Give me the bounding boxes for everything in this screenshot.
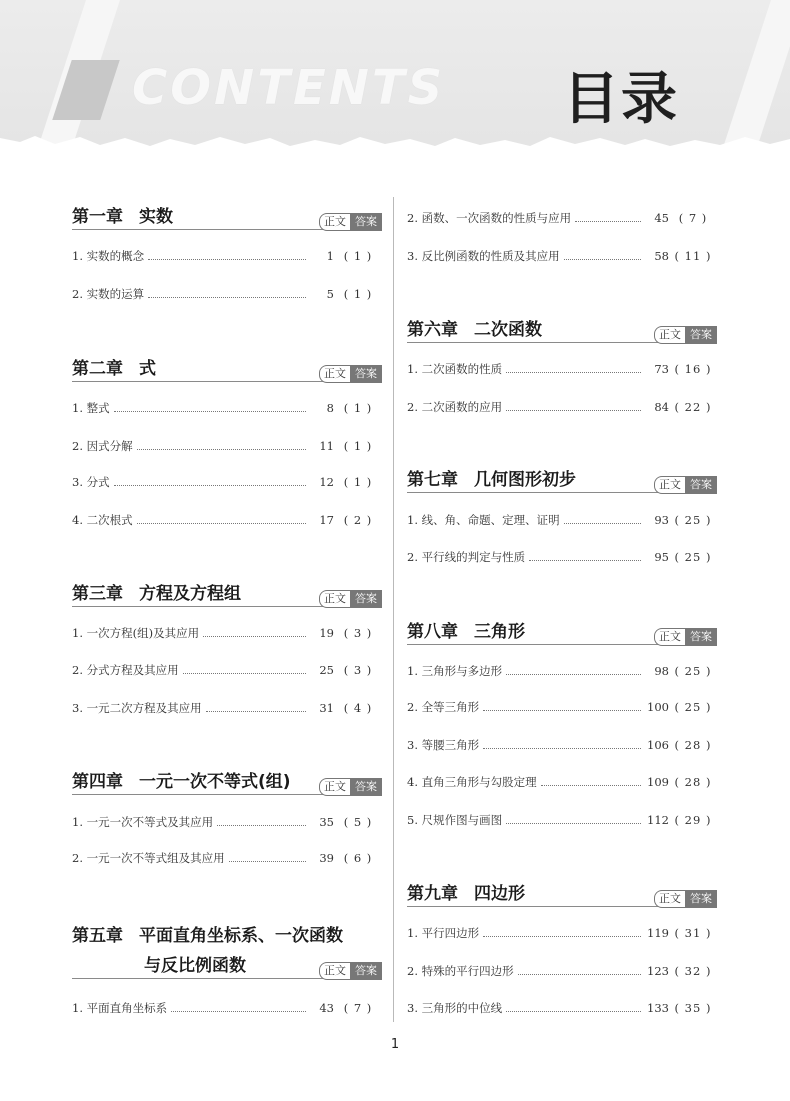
entry-label: 3. 三角形的中位线 (407, 1001, 503, 1015)
entry-answer-page: ( 25 ) (674, 513, 712, 527)
toc-entry[interactable] (407, 397, 717, 417)
dot-leader (564, 523, 641, 524)
entry-label: 2. 全等三角形 (407, 700, 480, 714)
entry-page: 109 (647, 775, 669, 789)
toc-entry[interactable] (407, 661, 717, 681)
chapter-tags (654, 628, 717, 646)
toc-entry[interactable] (72, 660, 382, 680)
answer-tag: 答案 (685, 628, 717, 646)
entry-page: 5 (326, 287, 334, 301)
entry-label: 3. 分式 (72, 475, 110, 489)
entry-page: 11 (319, 439, 334, 453)
entry-label: 2. 实数的运算 (72, 287, 145, 301)
entry-label: 2. 因式分解 (72, 439, 133, 453)
dot-leader (483, 936, 641, 937)
chapter-tags (654, 890, 717, 908)
dot-leader (148, 297, 306, 298)
entry-page: 93 (654, 513, 669, 527)
answer-tag: 答案 (685, 476, 717, 494)
entry-answer-page: ( 5 ) (343, 815, 373, 829)
entry-answer-page: ( 3 ) (343, 663, 373, 677)
entry-answer-page: ( 32 ) (674, 964, 712, 978)
toc-entry[interactable] (72, 510, 382, 530)
answer-tag: 答案 (685, 890, 717, 908)
entry-answer-page: ( 2 ) (343, 513, 373, 527)
entry-label: 2. 特殊的平行四边形 (407, 964, 514, 978)
text-tag: 正文 (654, 476, 685, 494)
chapter-name: 实数 (139, 207, 173, 227)
answer-tag: 答案 (350, 962, 382, 980)
chapter-name: 四边形 (474, 884, 525, 904)
chapter-name-line2: 与反比例函数 (144, 956, 246, 976)
entry-page: 31 (319, 701, 334, 715)
entry-page: 39 (319, 851, 334, 865)
chapter-header (407, 882, 717, 906)
entry-label: 1. 平行四边形 (407, 926, 480, 940)
entry-answer-page: ( 6 ) (343, 851, 373, 865)
entry-page: 17 (319, 513, 334, 527)
toc-entry[interactable] (72, 848, 382, 868)
dot-leader (575, 221, 641, 222)
entry-label: 2. 平行线的判定与性质 (407, 550, 526, 564)
text-tag: 正文 (654, 890, 685, 908)
entry-label: 4. 直角三角形与勾股定理 (407, 775, 537, 789)
dot-leader (506, 674, 641, 675)
contents-word: CONTENTS (132, 60, 446, 116)
chapter-name: 方程及方程组 (139, 584, 241, 604)
entry-page: 73 (654, 362, 669, 376)
entry-label: 1. 线、角、命题、定理、证明 (407, 513, 560, 527)
entry-answer-page: ( 1 ) (343, 475, 373, 489)
chapter-header (407, 318, 717, 342)
entry-answer-page: ( 7 ) (343, 1001, 373, 1015)
entry-page: 95 (654, 550, 669, 564)
chapter-name: 二次函数 (474, 320, 542, 340)
chapter-header (72, 205, 382, 229)
chapter-name: 一元一次不等式(组) (139, 772, 291, 792)
text-tag: 正文 (319, 962, 350, 980)
chapter-header (407, 468, 717, 492)
toc-entry[interactable] (72, 246, 382, 266)
toc-entry[interactable] (407, 961, 717, 981)
chapter-name: 式 (139, 359, 156, 379)
text-tag: 正文 (654, 326, 685, 344)
column-divider (393, 197, 394, 1022)
chapter-header (72, 924, 382, 978)
entry-label: 1. 一次方程(组)及其应用 (72, 626, 200, 640)
entry-label: 3. 反比例函数的性质及其应用 (407, 249, 560, 263)
entry-page: 123 (647, 964, 669, 978)
dot-leader (137, 449, 306, 450)
dot-leader (137, 523, 306, 524)
chapter-tags (319, 778, 382, 796)
dot-leader (148, 259, 306, 260)
text-tag: 正文 (319, 213, 350, 231)
entry-label: 1. 实数的概念 (72, 249, 145, 263)
dot-leader (114, 411, 306, 412)
page-number: 1 (390, 1037, 400, 1052)
chapter-name: 三角形 (474, 622, 525, 642)
entry-page: 84 (654, 400, 669, 414)
dot-leader (171, 1011, 306, 1012)
dot-leader (506, 823, 641, 824)
toc-entry[interactable] (72, 812, 382, 832)
dot-leader (217, 825, 306, 826)
entry-page: 58 (654, 249, 669, 263)
entry-answer-page: ( 25 ) (674, 664, 712, 678)
chapter-name: 平面直角坐标系、一次函数 (139, 926, 343, 946)
chapter-header (72, 357, 382, 381)
entry-page: 106 (647, 738, 669, 752)
chapter-number: 第六章 (407, 320, 458, 340)
torn-paper-edge (0, 118, 790, 160)
answer-tag: 答案 (685, 326, 717, 344)
dot-leader (529, 560, 641, 561)
entry-page: 19 (319, 626, 334, 640)
dot-leader (483, 748, 641, 749)
chapter-number: 第九章 (407, 884, 458, 904)
answer-tag: 答案 (350, 590, 382, 608)
chapter-header (72, 770, 382, 794)
toc-entry[interactable] (407, 547, 717, 567)
toc-entry[interactable] (407, 735, 717, 755)
toc-entry[interactable] (407, 923, 717, 943)
chapter-tags (319, 213, 382, 231)
entry-answer-page: ( 11 ) (674, 249, 712, 263)
dot-leader (203, 636, 306, 637)
entry-answer-page: ( 28 ) (674, 738, 712, 752)
entry-label: 3. 一元二次方程及其应用 (72, 701, 202, 715)
entry-label: 5. 尺规作图与画图 (407, 813, 503, 827)
chapter-number: 第五章 (72, 926, 123, 946)
toc-entry[interactable] (72, 398, 382, 418)
chapter-header (407, 620, 717, 644)
answer-tag: 答案 (350, 778, 382, 796)
toc-entry[interactable] (407, 810, 717, 830)
chapter-number: 第七章 (407, 470, 458, 490)
entry-answer-page: ( 25 ) (674, 700, 712, 714)
entry-answer-page: ( 16 ) (674, 362, 712, 376)
entry-label: 1. 整式 (72, 401, 110, 415)
page-header (0, 0, 790, 160)
entry-answer-page: ( 35 ) (674, 1001, 712, 1015)
entry-label: 2. 函数、一次函数的性质与应用 (407, 211, 572, 225)
toc-entry[interactable] (407, 510, 717, 530)
toc-entry[interactable] (407, 246, 717, 266)
entry-answer-page: ( 31 ) (674, 926, 712, 940)
entry-label: 1. 平面直角坐标系 (72, 1001, 168, 1015)
entry-page: 8 (326, 401, 334, 415)
entry-page: 25 (319, 663, 334, 677)
dot-leader (506, 372, 641, 373)
entry-answer-page: ( 7 ) (678, 211, 708, 225)
entry-page: 12 (319, 475, 334, 489)
entry-answer-page: ( 1 ) (343, 249, 373, 263)
entry-label: 2. 一元一次不等式组及其应用 (72, 851, 225, 865)
toc-entry[interactable] (72, 998, 382, 1018)
answer-tag: 答案 (350, 365, 382, 383)
dot-leader (206, 711, 306, 712)
chapter-number: 第一章 (72, 207, 123, 227)
entry-page: 35 (319, 815, 334, 829)
entry-label: 1. 一元一次不等式及其应用 (72, 815, 214, 829)
toc-entry[interactable] (407, 998, 717, 1018)
toc-entry[interactable] (72, 623, 382, 643)
chapter-tags (319, 590, 382, 608)
dot-leader (541, 785, 641, 786)
entry-label: 2. 二次函数的应用 (407, 400, 503, 414)
chapter-number: 第八章 (407, 622, 458, 642)
entry-answer-page: ( 1 ) (343, 439, 373, 453)
entry-answer-page: ( 29 ) (674, 813, 712, 827)
dot-leader (518, 974, 641, 975)
entry-label: 3. 等腰三角形 (407, 738, 480, 752)
toc-entry[interactable] (407, 359, 717, 379)
text-tag: 正文 (319, 590, 350, 608)
entry-answer-page: ( 28 ) (674, 775, 712, 789)
dot-leader (229, 861, 306, 862)
entry-answer-page: ( 1 ) (343, 287, 373, 301)
entry-page: 45 (654, 211, 669, 225)
entry-page: 119 (647, 926, 669, 940)
answer-tag: 答案 (350, 213, 382, 231)
dot-leader (114, 485, 306, 486)
toc-entry[interactable] (407, 772, 717, 792)
entry-page: 133 (647, 1001, 669, 1015)
dot-leader (506, 1011, 641, 1012)
dot-leader (183, 673, 306, 674)
toc-entry[interactable] (72, 472, 382, 492)
chapter-number: 第二章 (72, 359, 123, 379)
entry-answer-page: ( 3 ) (343, 626, 373, 640)
chapter-number: 第四章 (72, 772, 123, 792)
toc-entry[interactable] (72, 698, 382, 718)
chapter-tags (654, 326, 717, 344)
text-tag: 正文 (319, 365, 350, 383)
chapter-title (72, 924, 382, 948)
entry-label: 1. 三角形与多边形 (407, 664, 503, 678)
entry-answer-page: ( 25 ) (674, 550, 712, 564)
chapter-tags (319, 365, 382, 383)
text-tag: 正文 (654, 628, 685, 646)
dot-leader (483, 710, 641, 711)
toc-entry[interactable] (407, 208, 717, 228)
toc-entry[interactable] (407, 697, 717, 717)
entry-page: 1 (326, 249, 334, 263)
chapter-tags (319, 962, 382, 980)
dot-leader (506, 410, 641, 411)
entry-label: 2. 分式方程及其应用 (72, 663, 179, 677)
entry-label: 4. 二次根式 (72, 513, 133, 527)
chapter-name: 几何图形初步 (474, 470, 576, 490)
chapter-header (72, 582, 382, 606)
entry-page: 98 (654, 664, 669, 678)
chapter-number: 第三章 (72, 584, 123, 604)
entry-page: 43 (319, 1001, 334, 1015)
toc-entry[interactable] (72, 284, 382, 304)
entry-answer-page: ( 4 ) (343, 701, 373, 715)
entry-answer-page: ( 1 ) (343, 401, 373, 415)
page-title: 目录 (563, 67, 679, 132)
dot-leader (564, 259, 641, 260)
chapter-tags (654, 476, 717, 494)
entry-page: 100 (647, 700, 669, 714)
toc-entry[interactable] (72, 436, 382, 456)
entry-label: 1. 二次函数的性质 (407, 362, 503, 376)
entry-answer-page: ( 22 ) (674, 400, 712, 414)
text-tag: 正文 (319, 778, 350, 796)
entry-page: 112 (647, 813, 669, 827)
